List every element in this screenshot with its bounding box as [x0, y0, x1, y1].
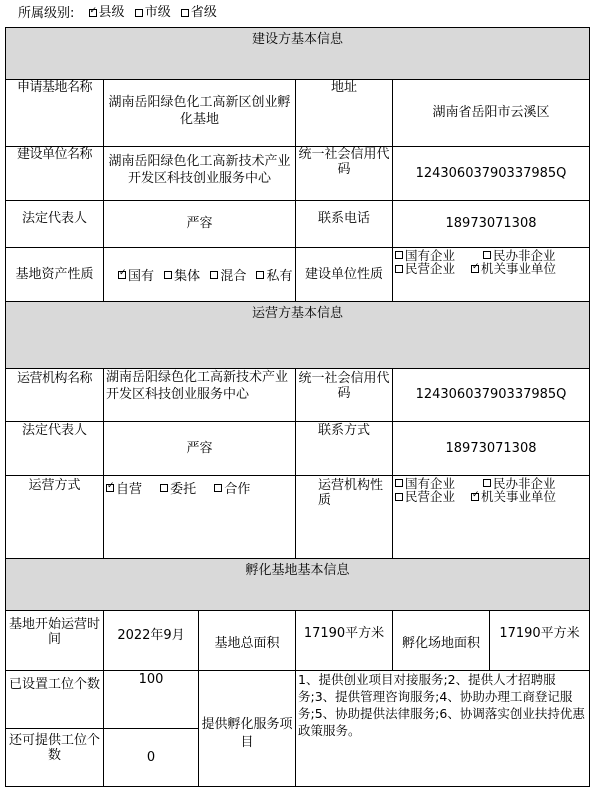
org-nature-option-nonprofit[interactable]: 民办非企业	[483, 477, 556, 490]
phone-label: 联系电话	[296, 201, 393, 248]
checkbox-empty-icon[interactable]	[214, 484, 222, 492]
org-name-label: 运营机构名称	[6, 369, 104, 422]
address-label: 地址	[296, 80, 393, 147]
application-form	[5, 27, 590, 787]
checkbox-empty-icon[interactable]	[395, 479, 403, 487]
checkbox-empty-icon[interactable]	[395, 493, 403, 501]
checkbox-empty-icon[interactable]	[210, 271, 218, 279]
start-time-value: 2022年9月	[104, 611, 199, 671]
asset-nature-label: 基地资产性质	[6, 248, 104, 302]
checkbox-checked-icon[interactable]	[471, 493, 479, 501]
incubation-area-label: 孵化场地面积	[393, 611, 490, 671]
level-option-county[interactable]: ✓ 县级	[89, 4, 125, 22]
services-value: 1、提供创业项目对接服务;2、提供人才招聘服务;3、提供管理咨询服务;4、协助办理工商登记服务;5、协助提供法律服务;6、协调落实创业扶持优惠政策服务。	[296, 671, 590, 787]
unit-nature-option-nonprofit[interactable]: 民办非企业	[483, 249, 556, 262]
total-area-label: 基地总面积	[199, 611, 296, 671]
address-value: 湖南省岳阳市云溪区	[393, 80, 590, 147]
checkbox-checked-icon[interactable]	[106, 484, 114, 492]
op-legal-rep-label: 法定代表人	[6, 422, 104, 476]
legal-rep-label: 法定代表人	[6, 201, 104, 248]
phone-value: 18973071308	[393, 201, 590, 248]
checkbox-empty-icon[interactable]	[256, 271, 264, 279]
org-nature-option-soe[interactable]: 国有企业	[395, 477, 473, 490]
level-option-province[interactable]: 省级	[181, 4, 217, 22]
operator-section-title: 运营方基本信息	[6, 302, 590, 369]
total-area-value: 17190平方米	[296, 611, 393, 671]
legal-rep-value: 严容	[104, 201, 296, 248]
unit-nature-label: 建设单位性质	[296, 248, 393, 302]
credit-code-label: 统一社会信用代码	[296, 147, 393, 201]
asset-option-private[interactable]: 私有	[256, 265, 292, 284]
available-value: 0	[104, 729, 199, 787]
applicant-base-name-value: 湖南岳阳绿色化工高新区创业孵化基地	[104, 80, 296, 147]
checkbox-checked-icon[interactable]	[118, 271, 126, 279]
jurisdiction-level	[18, 4, 223, 23]
checkbox-empty-icon[interactable]	[160, 484, 168, 492]
incubator-section-title: 孵化基地基本信息	[6, 559, 590, 611]
workstations-label: 已设置工位个数	[6, 671, 104, 729]
checkbox-empty-icon[interactable]	[135, 9, 143, 17]
op-mode-options	[104, 476, 296, 559]
applicant-base-name-label: 申请基地名称	[6, 80, 104, 147]
unit-nature-options	[393, 248, 590, 302]
org-nature-option-private[interactable]: 民营企业	[395, 490, 461, 503]
checkbox-empty-icon[interactable]	[395, 265, 403, 273]
checkbox-empty-icon[interactable]	[483, 479, 491, 487]
level-option-city[interactable]: 市级	[135, 4, 171, 22]
unit-nature-option-soe[interactable]: 国有企业	[395, 249, 473, 262]
op-mode-label: 运营方式	[6, 476, 104, 559]
unit-nature-option-public-institution[interactable]: ✓ 机关事业单位	[471, 262, 556, 275]
services-label: 提供孵化服务项目	[199, 671, 296, 787]
org-nature-label: 运营机构性质	[296, 476, 393, 559]
checkbox-empty-icon[interactable]	[181, 9, 189, 17]
unit-name-label: 建设单位名称	[6, 147, 104, 201]
credit-code-value: 12430603790337985Q	[393, 147, 590, 201]
asset-option-mixed[interactable]: 混合	[210, 265, 246, 284]
org-nature-options	[393, 476, 590, 559]
checkbox-empty-icon[interactable]	[395, 251, 403, 259]
checkbox-checked-icon[interactable]	[89, 9, 97, 17]
org-nature-option-public-institution[interactable]: ✓ 机关事业单位	[471, 490, 556, 503]
mode-option-entrusted[interactable]: 委托	[160, 478, 196, 497]
op-credit-code-label: 统一社会信用代码	[296, 369, 393, 422]
workstations-value: 100	[104, 671, 199, 729]
unit-name-value: 湖南岳阳绿色化工高新技术产业开发区科技创业服务中心	[104, 147, 296, 201]
mode-option-cooperation[interactable]: 合作	[214, 478, 250, 497]
checkbox-empty-icon[interactable]	[483, 251, 491, 259]
checkbox-checked-icon[interactable]	[471, 265, 479, 273]
op-legal-rep-value: 严容	[104, 422, 296, 476]
asset-option-state[interactable]: ✓ 国有	[118, 265, 154, 284]
level-label: 所属级别:	[18, 6, 75, 21]
op-credit-code-value: 12430603790337985Q	[393, 369, 590, 422]
contact-value: 18973071308	[393, 422, 590, 476]
unit-nature-option-private[interactable]: 民营企业	[395, 262, 461, 275]
start-time-label: 基地开始运营时间	[6, 611, 104, 671]
mode-option-self[interactable]: ✓ 自营	[106, 478, 142, 497]
contact-label: 联系方式	[296, 422, 393, 476]
asset-nature-options	[104, 248, 296, 302]
incubation-area-value: 17190平方米	[490, 611, 590, 671]
asset-option-collective[interactable]: 集体	[164, 265, 200, 284]
org-name-value: 湖南岳阳绿色化工高新技术产业开发区科技创业服务中心	[104, 369, 296, 422]
available-label: 还可提供工位个数	[6, 729, 104, 787]
builder-section-title: 建设方基本信息	[6, 28, 590, 80]
checkbox-empty-icon[interactable]	[164, 271, 172, 279]
